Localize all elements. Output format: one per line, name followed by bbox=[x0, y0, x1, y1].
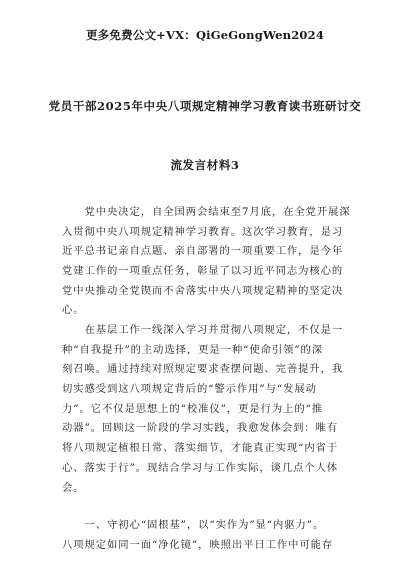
paragraph-line: 八项规定如同一面“净化镜”，映照出平日工作中可能存 bbox=[62, 538, 334, 551]
paragraph-3 bbox=[62, 516, 362, 555]
paragraph-line: 党中央推动全党锲而不舍落实中央八项规定精神的坚定决 bbox=[62, 284, 344, 297]
paragraph-line: 力”。它不仅是思想上的“校准仪”，更是行为上的“推 bbox=[62, 402, 324, 415]
paragraph-line: 党中央决定，自全国两会结束至7月底，在全党开展深 bbox=[62, 206, 351, 218]
paragraph-line: 刻召唤。通过持续对照规定要求查摆问题、完善提升，我 bbox=[62, 363, 344, 376]
paragraph-line: 近平总书记亲自点题、亲自部署的一项重要工作，是今年 bbox=[62, 245, 344, 258]
document-title-line-2: 流发言材料3 bbox=[170, 158, 240, 172]
section-heading-line: 一、守初心“固根基”，以“实作为”显“内驱力”。 bbox=[62, 519, 325, 531]
paragraph-line: 会。 bbox=[62, 481, 85, 494]
document-title-line-1: 党员干部2025年中央八项规定精神学习教育读书班研讨交 bbox=[48, 99, 362, 113]
paragraph-line: 将八项规定植根日常、落实细节，才能真正实现“内省于 bbox=[62, 442, 339, 455]
paragraph-line: 心、落实于行”。现结合学习与工作实际，谈几点个人体 bbox=[62, 461, 339, 474]
promo-header: 更多免费公文+VX：QiGeGongWen2024 bbox=[85, 28, 325, 42]
paragraph-1 bbox=[62, 203, 362, 321]
paragraph-line: 心。 bbox=[62, 304, 85, 317]
paragraph-line: 党建工作的一项重点任务，彰显了以习近平同志为核心的 bbox=[62, 265, 344, 278]
paragraph-line: 在基层工作一线深入学习并贯彻八项规定，不仅是一 bbox=[62, 324, 344, 336]
paragraph-line: 切实感受到这八项规定背后的“警示作用”与“发展动 bbox=[62, 383, 317, 396]
paragraph-2 bbox=[62, 321, 362, 498]
paragraph-line: 种“自我提升”的主动选择，更是一种“使命引领”的深 bbox=[62, 343, 324, 356]
paragraph-line: 动器”。回顾这一阶段的学习实践，我愈发体会到：唯有 bbox=[62, 422, 339, 435]
paragraph-line: 入贯彻中央八项规定精神学习教育。这次学习教育，是习 bbox=[62, 225, 344, 238]
